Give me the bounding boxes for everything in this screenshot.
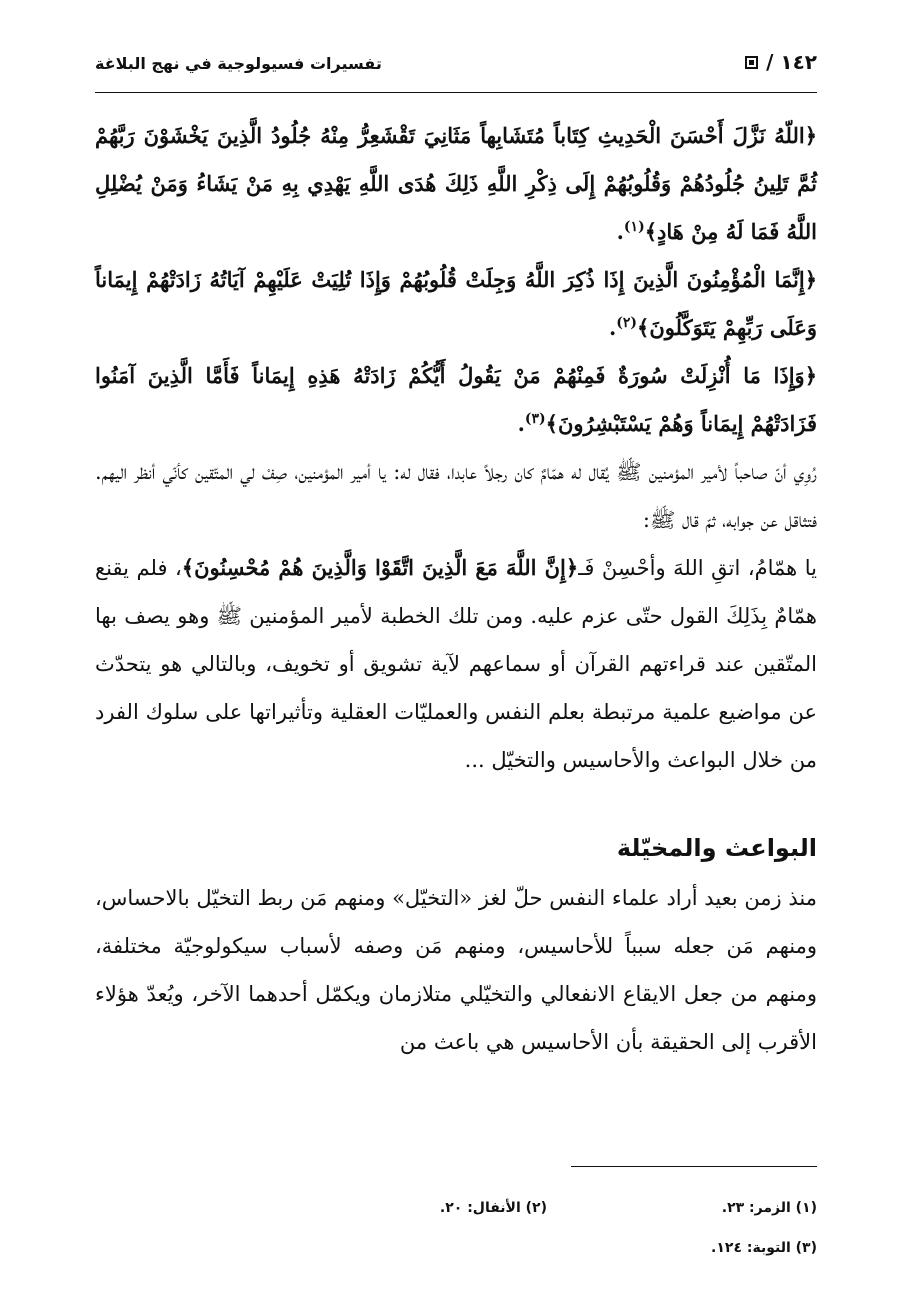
quran-verse-1 bbox=[95, 112, 817, 256]
narration-paragraph-1: رُوِي أنّ صاحباً لأمير المؤمنين ﷺ يُقال له همّامٌ كان رجلاً عابدا، فقال له: يا أمير المؤمنين، صِفْ لي المتّقين كأنّي أنظر اليهم. فتثاقل عن جوابه، ثمّ قال ﷺ: bbox=[95, 460, 817, 532]
verse-3-period: . bbox=[517, 411, 525, 436]
footnote-2: (٢) الأنفال: ٢٠. bbox=[439, 1200, 547, 1216]
main-text bbox=[95, 112, 817, 1066]
footnote-3: (٣) التوبة: ١٢٤. bbox=[711, 1240, 817, 1256]
section-paragraph: منذ زمن بعيد أراد علماء النفس حلّ لغز «التخيّل» ومنهم مَن ربط التخيّل بالاحساس، ومنهم مَن جعله سبباً للأحاسيس، ومنهم مَن وصفه لأسباب سيكولوجيّة مختلفة، ومنهم من جعل الايقاع الانفعالي والتخيّلي متلازمان ويكمّل أحدهما الآخر، ويُعدّ هؤلاء الأقرب إلى الحقيقة بأن الأحاسيس هي باعث من bbox=[95, 886, 817, 1054]
footnote-row bbox=[95, 1188, 817, 1228]
verse-2-text: ﴿إِنَّمَا الْمُؤْمِنُونَ الَّذِينَ إِذَا ذُكِرَ اللَّهُ وَجِلَتْ قُلُوبُهُمْ وَإِذَا تُلِيَتْ عَلَيْهِمْ آيَاتُهُ زَادَتْهُمْ إِيمَاناً وَعَلَى رَبِّهِمْ يَتَوَكَّلُونَ﴾ bbox=[95, 267, 817, 340]
quran-verse-3 bbox=[95, 352, 817, 448]
running-title: تفسيرات فسيولوجية في نهج البلاغة bbox=[95, 54, 382, 73]
narration-2-verse: ﴿إِنَّ اللَّهَ مَعَ الَّذِينَ اتَّقَوْا وَالَّذِينَ هُمْ مُحْسِنُونَ﴾ bbox=[181, 555, 579, 580]
verse-1-period: . bbox=[616, 219, 624, 244]
verse-2-period: . bbox=[608, 315, 617, 340]
narration-2-lead: يا همّامُ، اتقِ اللهَ وأحْسِنْ فَـ bbox=[578, 556, 817, 580]
quran-verse-2 bbox=[95, 256, 817, 352]
narration-paragraph-2 bbox=[95, 544, 817, 784]
footnotes bbox=[95, 1188, 817, 1268]
footnote-1: (١) الزمر: ٢٣. bbox=[721, 1200, 817, 1216]
square-ornament-icon bbox=[745, 56, 758, 69]
narration-2-rest: ، فلم يقنع همّامٌ بِذَلِكَ القول حتّى عزم عليه. ومن تلك الخطبة لأمير المؤمنين ﷺ وهو يصف بها المتّقين عند قراءتهم القرآن أو سماعهم لآية تشويق أو تخويف، وبالتالي هو يتحدّث عن مواضيع علمية مرتبطة بعلم النفس والعمليّات العقلية وتأثيراتها على سلوك الفرد من خلال البواعث والأحاسيس والتخيّل ... bbox=[95, 556, 817, 772]
header-divider bbox=[95, 92, 817, 93]
footnote-ref-3: (٣) bbox=[524, 411, 546, 427]
verse-3-text: ﴿وَإِذَا مَا أُنْزِلَتْ سُورَةٌ فَمِنْهُمْ مَنْ يَقُولُ أَيُّكُمْ زَادَتْهُ هَذِهِ إِيمَاناً فَأَمَّا الَّذِينَ آمَنُوا فَزَادَتْهُمْ إِيمَاناً وَهُمْ يَسْتَبْشِرُونَ﴾ bbox=[95, 363, 817, 436]
footnote-ref-2: (٢) bbox=[616, 315, 638, 331]
footnote-ref-1: (١) bbox=[623, 219, 645, 235]
page-number-block bbox=[745, 50, 817, 74]
page-number: ١٤٢ / bbox=[766, 50, 817, 74]
footnote-divider bbox=[571, 1166, 817, 1167]
verse-1-text: ﴿اللّهُ نَزَّلَ أَحْسَنَ الْحَدِيثِ كِتَاباً مُتَشَابِهاً مَثَانِيَ تَقْشَعِرُّ مِنْهُ جُلُودُ الَّذِينَ يَخْشَوْنَ رَبَّهُمْ ثُمَّ تَلِينُ جُلُودُهُمْ وَقُلُوبُهُمْ إِلَى ذِكْرِ اللَّهِ ذَلِكَ هُدَى اللَّهِ يَهْدِي بِهِ مَنْ يَشَاءُ وَمَنْ يُضْلِلِ اللَّهُ فَمَا لَهُ مِنْ هَادٍ﴾ bbox=[95, 123, 817, 244]
section-heading: البواعث والمخيّلة bbox=[616, 834, 817, 862]
page-header bbox=[95, 48, 817, 88]
footnote-row bbox=[95, 1228, 817, 1268]
